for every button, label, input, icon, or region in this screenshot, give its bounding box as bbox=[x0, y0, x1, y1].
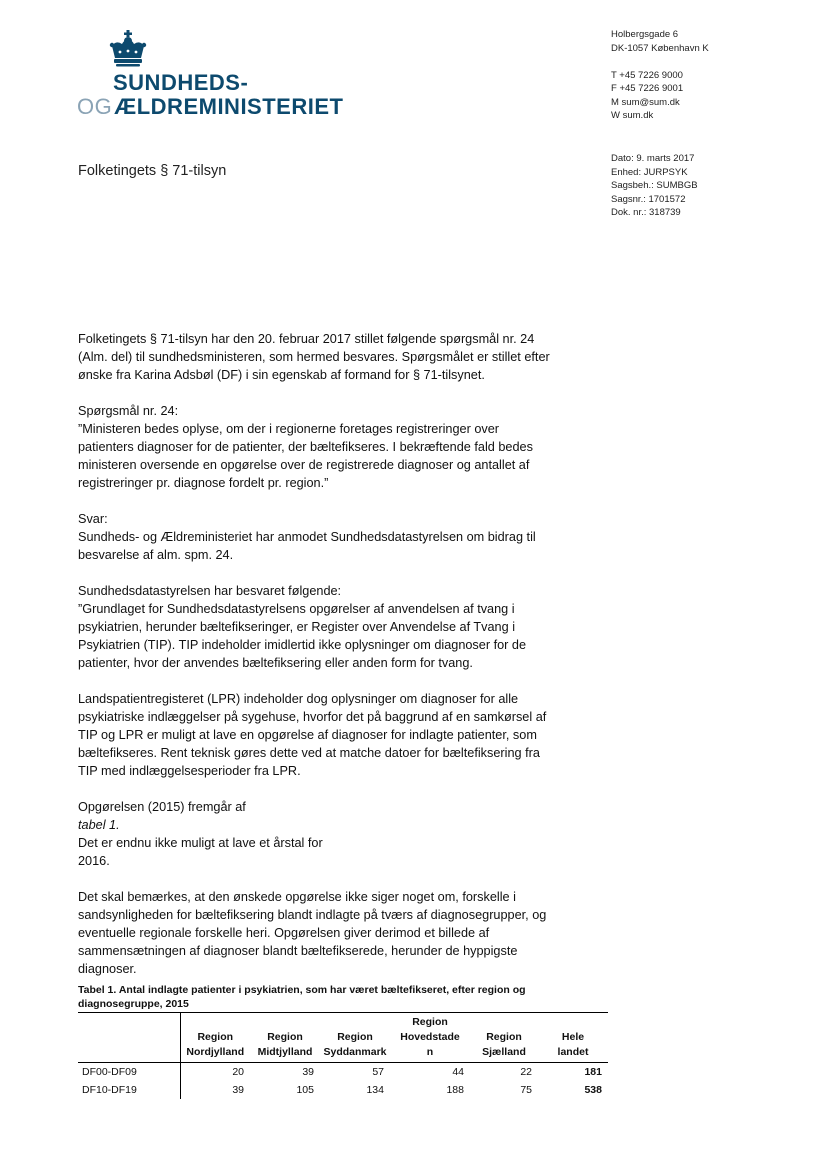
cell-value: 105 bbox=[296, 1084, 314, 1096]
address-phone: T +45 7226 9000 bbox=[611, 69, 683, 81]
paragraph-table-reference bbox=[78, 798, 564, 870]
meta-unit: Enhed: JURPSYK bbox=[611, 166, 688, 178]
logo-text-line1: SUNDHEDS- bbox=[113, 70, 249, 95]
meta-case-handler: Sagsbeh.: SUMBGB bbox=[611, 180, 698, 191]
text-line: Spørgsmål nr. 24: bbox=[78, 404, 179, 418]
meta-doc-no: Dok. nr.: 318739 bbox=[611, 207, 681, 218]
paragraph-intro bbox=[78, 330, 564, 384]
paragraph-lpr bbox=[78, 690, 564, 780]
text-line: patienters diagnoser for de patienter, der bæltefikseres. I bekræftende fald bedes bbox=[78, 440, 533, 454]
text-line: ”Grundlaget for Sundhedsdatastyrelsens opgørelser af anvendelsen af tvang i bbox=[78, 602, 515, 616]
document-subject: Folketingets § 71-tilsyn bbox=[78, 163, 227, 179]
cell-value: 22 bbox=[520, 1066, 532, 1078]
text-fragment: Det er endnu ikke muligt at lave et årstal for bbox=[78, 836, 323, 850]
text-line: psykiatrien, herunder bæltefikseringer, er Register over Anvendelse af Tvang i bbox=[78, 620, 516, 634]
text-line: Landspatientregisteret (LPR) indeholder dog oplysninger om diagnoser for alle bbox=[78, 692, 519, 706]
text-line: 2016. bbox=[78, 854, 110, 868]
header-hovedstaden: Region Hovedstade n bbox=[400, 1016, 460, 1058]
address-web: W sum.dk bbox=[611, 110, 654, 121]
logo-main: ÆLDREMINISTERIET bbox=[114, 94, 344, 119]
caption-line: diagnosegruppe, 2015 bbox=[78, 998, 189, 1010]
cell-value: 20 bbox=[232, 1066, 244, 1078]
text-line: ministeren oversende en opgørelse over de registrerede diagnoser og antallet af bbox=[78, 458, 530, 472]
header-sjaelland: Region Sjælland bbox=[482, 1031, 526, 1058]
header-syddanmark: Region Syddanmark bbox=[323, 1031, 387, 1058]
table-reference: tabel 1. bbox=[78, 818, 120, 832]
table-header-row bbox=[78, 1013, 608, 1063]
text-line: Sundhedsdatastyrelsen har besvaret følgende: bbox=[78, 584, 342, 598]
paragraph-answer bbox=[78, 510, 564, 564]
cell-value: 134 bbox=[366, 1084, 384, 1096]
text-line: registreringer pr. diagnose fordelt pr. region.” bbox=[78, 476, 329, 490]
text-line: bæltefikseres. Rent teknisk gøres dette ved at matche datoer for bæltefiksering fra bbox=[78, 746, 540, 760]
logo-text-line2 bbox=[77, 94, 343, 120]
text-line: psykiatriske indlæggelser på sygehuse, hvorfor det på baggrund af en samkørsel af bbox=[78, 710, 547, 724]
cell-value: 57 bbox=[372, 1066, 384, 1078]
cell-total: 538 bbox=[584, 1084, 602, 1096]
text-line: patienter, hvor der anvendes bæltefiksering eller anden form for tvang. bbox=[78, 656, 473, 670]
body-text bbox=[78, 330, 564, 996]
meta-date: Dato: 9. marts 2017 bbox=[611, 153, 695, 164]
text-line: Det skal bemærkes, at den ønskede opgørelse ikke siger noget om, forskelle i bbox=[78, 890, 516, 904]
text-line: besvarelse af alm. spm. 24. bbox=[78, 548, 234, 562]
address-city: DK-1057 København K bbox=[611, 42, 709, 54]
paragraph-note bbox=[78, 888, 564, 978]
paragraph-question bbox=[78, 402, 564, 492]
cell-value: 39 bbox=[302, 1066, 314, 1078]
row-label: DF00-DF09 bbox=[78, 1063, 180, 1082]
caption-line: Tabel 1. Antal indlagte patienter i psykiatrien, som har været bæltefikseret, efter region og bbox=[78, 984, 526, 996]
text-line: Psykiatrien (TIP). TIP indeholder imidlertid ikke oplysninger om diagnoser for de bbox=[78, 638, 527, 652]
address-block bbox=[611, 28, 709, 123]
header-hele-landet: Hele landet bbox=[557, 1031, 589, 1058]
address-street: Holbergsgade 6 bbox=[611, 29, 679, 40]
paragraph-sds-reply bbox=[78, 582, 564, 672]
text-line: diagnoser. bbox=[78, 962, 137, 976]
text-line: ”Ministeren bedes oplyse, om der i regionerne foretages registreringer over bbox=[78, 422, 500, 436]
row-label: DF10-DF19 bbox=[78, 1081, 180, 1099]
cell-value: 75 bbox=[520, 1084, 532, 1096]
text-line: sammensætningen af diagnoser blandt bæltefikserede, herunder de hyppigste bbox=[78, 944, 518, 958]
header-empty bbox=[78, 1013, 180, 1063]
address-email: M sum@sum.dk bbox=[611, 96, 680, 108]
table-row bbox=[78, 1063, 608, 1082]
text-line: (Alm. del) til sundhedsministeren, som hermed besvares. Spørgsmålet er stillet efter bbox=[78, 350, 550, 364]
text-line: Folketingets § 71-tilsyn har den 20. februar 2017 stillet følgende spørgsmål nr. 24 bbox=[78, 332, 535, 346]
cell-value: 188 bbox=[446, 1084, 464, 1096]
data-table bbox=[78, 1012, 608, 1099]
cell-value: 39 bbox=[232, 1084, 244, 1096]
text-line: TIP og LPR er muligt at lave en opgørelse af diagnoser for indlagte patienter, som bbox=[78, 728, 537, 742]
header-nordjylland: Region Nordjylland bbox=[186, 1031, 245, 1058]
header-midtjylland: Region Midtjylland bbox=[257, 1031, 313, 1058]
text-line: Sundheds- og Ældreministeriet har anmodet Sundhedsdatastyrelsen om bidrag til bbox=[78, 530, 536, 544]
text-line: TIP med indlæggelsesperioder fra LPR. bbox=[78, 764, 301, 778]
meta-block bbox=[611, 152, 698, 220]
table-row bbox=[78, 1081, 608, 1099]
cell-total: 181 bbox=[584, 1066, 602, 1078]
logo-prefix: OG bbox=[77, 94, 113, 119]
meta-case-no: Sagsnr.: 1701572 bbox=[611, 193, 686, 205]
text-line: sandsynligheden for bæltefiksering blandt indlagte på tværs af diagnosegrupper, og bbox=[78, 908, 547, 922]
text-fragment: Opgørelsen (2015) fremgår af bbox=[78, 800, 246, 814]
text-line: Svar: bbox=[78, 512, 108, 526]
text-line: ønske fra Karina Adsbøl (DF) i sin egenskab af formand for § 71-tilsynet. bbox=[78, 368, 485, 382]
crown-logo-icon bbox=[108, 30, 148, 68]
cell-value: 44 bbox=[452, 1066, 464, 1078]
text-line bbox=[78, 798, 564, 852]
address-fax: F +45 7226 9001 bbox=[611, 83, 684, 94]
text-line: eventuelle regionale forskelle heri. Opgørelsen giver derimod et billede af bbox=[78, 926, 490, 940]
table-caption bbox=[78, 983, 558, 1011]
